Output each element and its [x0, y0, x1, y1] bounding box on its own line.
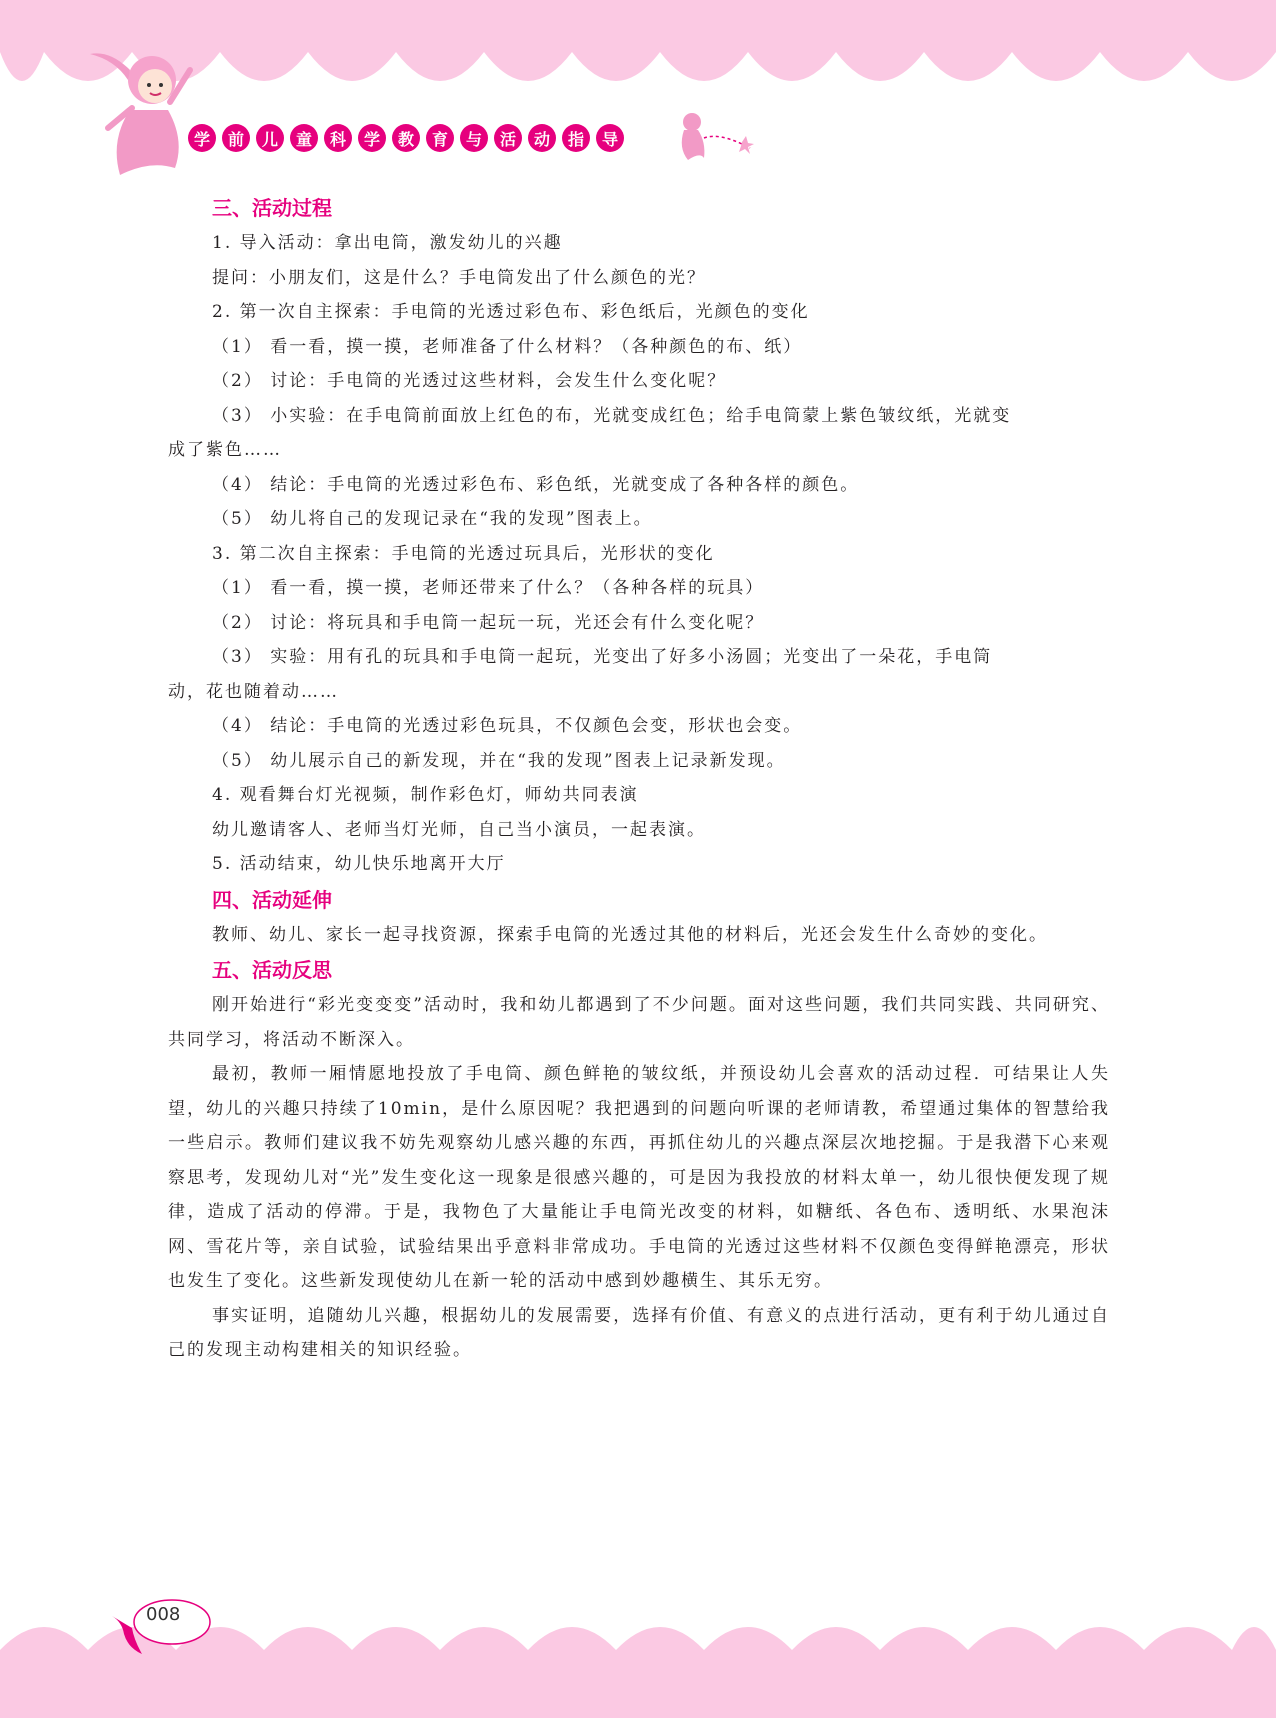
process-line: 1. 导入活动：拿出电筒，激发幼儿的兴趣 — [212, 233, 563, 253]
process-line: （2） 讨论：将玩具和手电筒一起玩一玩，光还会有什么变化呢？ — [212, 612, 765, 633]
title-char: 学 — [188, 124, 216, 152]
section-heading-extension: 四、活动延伸 — [212, 887, 332, 912]
process-line: （3） 小实验：在手电筒前面放上红色的布，光就变成红色；给手电筒蒙上紫色皱纹纸，光就变 — [212, 405, 1012, 426]
process-steps — [168, 226, 1110, 882]
section-heading-reflection: 五、活动反思 — [212, 958, 332, 982]
book-title — [188, 124, 624, 152]
process-line: （4） 结论：手电筒的光透过彩色玩具，不仅颜色会变，形状也会变。 — [212, 716, 803, 736]
title-char: 童 — [290, 124, 318, 152]
title-char: 指 — [562, 124, 590, 152]
title-char: 科 — [324, 124, 352, 152]
process-line: 幼儿邀请客人、老师当灯光师，自己当小演员，一起表演。 — [212, 819, 706, 840]
small-fairy-icon — [670, 108, 760, 168]
title-char: 儿 — [256, 124, 284, 152]
process-line: （3） 实验：用有孔的玩具和手电筒一起玩，光变出了好多小汤圆；光变出了一朵花，手电筒 — [212, 647, 993, 667]
process-line: 成了紫色…… — [168, 440, 282, 460]
extension-text — [168, 918, 1110, 953]
fairy-girl-illustration — [90, 40, 220, 180]
process-line: （2） 讨论：手电筒的光透过这些材料，会发生什么变化呢？ — [212, 371, 727, 391]
title-char: 活 — [494, 124, 522, 152]
extension-paragraph: 教师、幼儿、家长一起寻找资源，探索手电筒的光透过其他的材料后，光还会发生什么奇妙的变化。 — [212, 924, 1048, 945]
page-content — [168, 190, 1110, 1368]
title-char: 与 — [460, 124, 488, 152]
page-number-badge — [108, 1596, 218, 1656]
page-number: 008 — [146, 1604, 181, 1625]
process-line: 动，花也随着动…… — [168, 681, 339, 702]
section-heading-process: 三、活动过程 — [212, 196, 332, 220]
title-char: 育 — [426, 124, 454, 152]
process-line: 4. 观看舞台灯光视频，制作彩色灯，师幼共同表演 — [212, 785, 639, 805]
title-char: 前 — [222, 124, 250, 152]
process-line: 2. 第一次自主探索：手电筒的光透过彩色布、彩色纸后，光颜色的变化 — [212, 302, 810, 322]
process-line: （1） 看一看，摸一摸，老师还带来了什么？（各种各样的玩具） — [212, 578, 765, 598]
title-char: 学 — [358, 124, 386, 152]
reflection-text — [168, 988, 1110, 1368]
process-line: （1） 看一看，摸一摸，老师准备了什么材料？（各种颜色的布、纸） — [212, 336, 803, 357]
reflection-paragraph: 最初，教师一厢情愿地投放了手电筒、颜色鲜艳的皱纹纸，并预设幼儿会喜欢的活动过程．可结果让人失望，幼儿的兴趣只持续了10min，是什么原因呢？我把遇到的问题向听课的老师请教，希望通过集体的智慧给我一些启示。教师们建议我不妨先观察幼儿感兴趣的东西，再抓住幼儿的兴趣点深层次地挖掘。于是我潜下心来观察思考，发现幼儿对“光”发生变化这一现象是很感兴趣的，可是因为我投放的材料太单一，幼儿很快便发现了规律，造成了活动的停滞。于是，我物色了大量能让手电筒光改变的材料，如糖纸、各色布、透明纸、水果泡沫网、雪花片等，亲自试验，试验结果出乎意料非常成功。手电筒的光透过这些材料不仅颜色变得鲜艳漂亮，形状也发生了变化。这些新发现使幼儿在新一轮的活动中感到妙趣横生、其乐无穷。 — [168, 1064, 1110, 1291]
process-line: （4） 结论：手电筒的光透过彩色布、彩色纸，光就变成了各种各样的颜色。 — [212, 474, 860, 495]
process-line: 3. 第二次自主探索：手电筒的光透过玩具后，光形状的变化 — [212, 543, 715, 564]
title-char: 导 — [596, 124, 624, 152]
process-line: （5） 幼儿将自己的发现记录在“我的发现”图表上。 — [212, 509, 653, 529]
process-line: （5） 幼儿展示自己的新发现，并在“我的发现”图表上记录新发现。 — [212, 750, 786, 771]
title-char: 动 — [528, 124, 556, 152]
reflection-paragraph: 事实证明，追随幼儿兴趣，根据幼儿的发展需要，选择有价值、有意义的点进行活动，更有利于幼儿通过自己的发现主动构建相关的知识经验。 — [168, 1305, 1110, 1360]
reflection-paragraph: 刚开始进行“彩光变变变”活动时，我和幼儿都遇到了不少问题。面对这些问题，我们共同实践、共同研究、共同学习，将活动不断深入。 — [168, 995, 1110, 1050]
title-char: 教 — [392, 124, 420, 152]
process-line: 提问：小朋友们，这是什么？手电筒发出了什么颜色的光？ — [212, 267, 706, 288]
process-line: 5. 活动结束，幼儿快乐地离开大厅 — [212, 854, 506, 874]
